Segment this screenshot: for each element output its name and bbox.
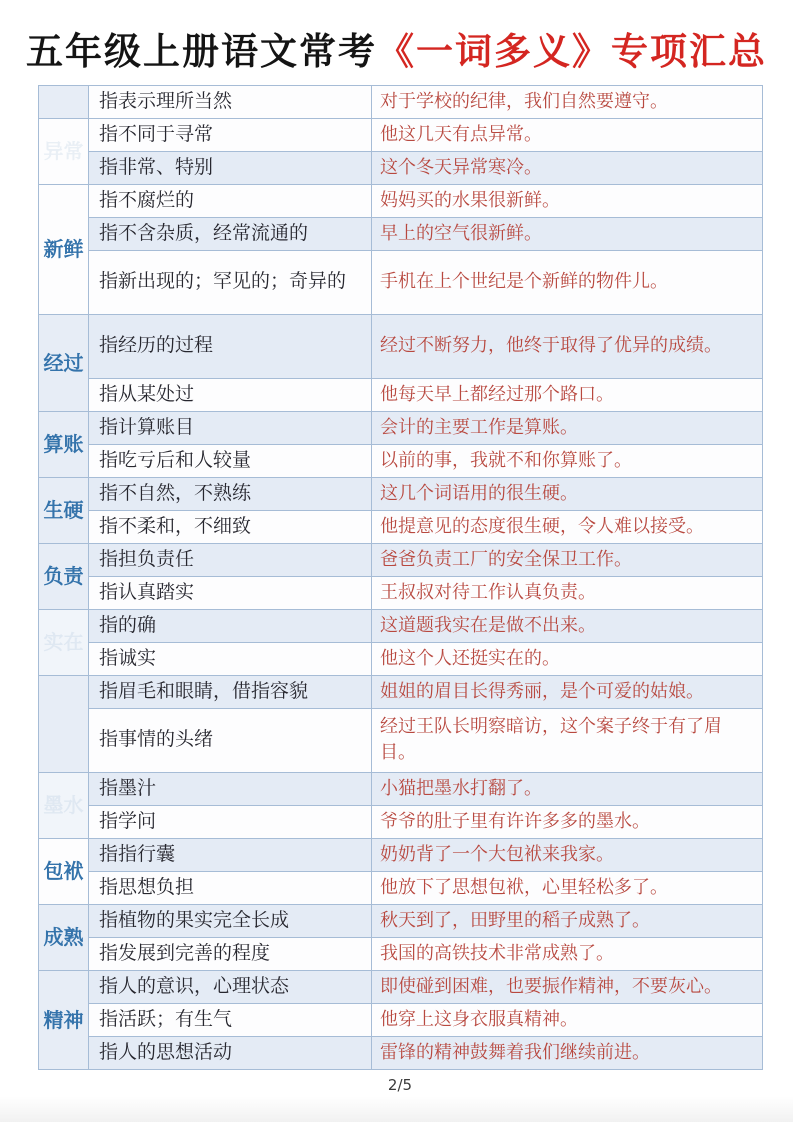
word-cell [39,85,89,118]
sentence-cell: 经过不断努力，他终于取得了优异的成绩。 [372,314,763,378]
meaning-cell: 指不腐烂的 [89,184,372,217]
sentence-cell: 这道题我实在是做不出来。 [372,609,763,642]
meaning-cell: 指发展到完善的程度 [89,937,372,970]
page-title [0,0,793,73]
sentence-cell: 早上的空气很新鲜。 [372,217,763,250]
word-cell: 包袱 [39,838,89,904]
meaning-cell: 指思想负担 [89,871,372,904]
meaning-cell: 指不自然，不熟练 [89,477,372,510]
sentence-cell: 对于学校的纪律，我们自然要遵守。 [372,85,763,118]
meaning-cell: 指不含杂质，经常流通的 [89,217,372,250]
polysemy-table [38,85,763,1070]
title-red-bracket-segment: 《一词多义》 [377,29,611,73]
word-cell: 算账 [39,411,89,477]
sentence-cell: 姐姐的眉目长得秀丽，是个可爱的姑娘。 [372,675,763,708]
sentence-cell: 他放下了思想包袱，心里轻松多了。 [372,871,763,904]
meaning-cell: 指新出现的；罕见的；奇异的 [89,250,372,314]
word-cell: 负责 [39,543,89,609]
meaning-cell: 指的确 [89,609,372,642]
word-cell: 生硬 [39,477,89,543]
sentence-cell: 爸爸负责工厂的安全保卫工作。 [372,543,763,576]
meaning-cell: 指吃亏后和人较量 [89,444,372,477]
title-black-segment: 五年级上册语文常考 [26,29,377,73]
meaning-cell: 指不柔和，不细致 [89,510,372,543]
sentence-cell: 他每天早上都经过那个路口。 [372,378,763,411]
meaning-cell: 指植物的果实完全长成 [89,904,372,937]
meaning-cell: 指学问 [89,805,372,838]
meaning-cell: 指事情的头绪 [89,708,372,772]
word-label: 异常 [43,139,84,164]
meaning-cell: 指经历的过程 [89,314,372,378]
word-cell [39,772,89,838]
sentence-cell: 雷锋的精神鼓舞着我们继续前进。 [372,1036,763,1069]
word-label: 实在 [43,630,84,655]
meaning-cell: 指活跃；有生气 [89,1003,372,1036]
sentence-cell: 他这个人还挺实在的。 [372,642,763,675]
page-number: 2/5 [387,1075,413,1094]
title-red-suffix-segment: 专项汇总 [611,29,767,73]
meaning-cell: 指非常、特别 [89,151,372,184]
word-cell: 新鲜 [39,184,89,314]
meaning-cell: 指不同于寻常 [89,118,372,151]
sentence-cell: 妈妈买的水果很新鲜。 [372,184,763,217]
sentence-cell: 他穿上这身衣服真精神。 [372,1003,763,1036]
sentence-cell: 这个冬天异常寒冷。 [372,151,763,184]
meaning-cell: 指从某处过 [89,378,372,411]
meaning-cell: 指指行囊 [89,838,372,871]
meaning-cell: 指表示理所当然 [89,85,372,118]
word-cell: 经过 [39,314,89,411]
sentence-cell: 王叔叔对待工作认真负责。 [372,576,763,609]
word-cell: 成熟 [39,904,89,970]
meaning-cell: 指认真踏实 [89,576,372,609]
sentence-cell: 奶奶背了一个大包袱来我家。 [372,838,763,871]
sentence-cell: 即使碰到困难，也要振作精神，不要灰心。 [372,970,763,1003]
word-cell: 精神 [39,970,89,1069]
word-label: 墨水 [43,793,84,818]
meaning-cell: 指人的思想活动 [89,1036,372,1069]
sentence-cell: 爷爷的肚子里有许许多多的墨水。 [372,805,763,838]
word-cell [39,118,89,184]
sentence-cell: 经过王队长明察暗访，这个案子终于有了眉目。 [372,708,763,772]
sentence-cell: 小猫把墨水打翻了。 [372,772,763,805]
meaning-cell: 指眉毛和眼睛，借指容貌 [89,675,372,708]
sentence-cell: 我国的高铁技术非常成熟了。 [372,937,763,970]
meaning-cell: 指计算账目 [89,411,372,444]
sentence-cell: 他这几天有点异常。 [372,118,763,151]
meaning-cell: 指人的意识，心理状态 [89,970,372,1003]
word-cell [39,675,89,772]
sentence-cell: 秋天到了，田野里的稻子成熟了。 [372,904,763,937]
sentence-cell: 手机在上个世纪是个新鲜的物件儿。 [372,250,763,314]
meaning-cell: 指担负责任 [89,543,372,576]
meaning-cell: 指诚实 [89,642,372,675]
sentence-cell: 他提意见的态度很生硬，令人难以接受。 [372,510,763,543]
sentence-cell: 会计的主要工作是算账。 [372,411,763,444]
meaning-cell: 指墨汁 [89,772,372,805]
word-cell [39,609,89,675]
sentence-cell: 这几个词语用的很生硬。 [372,477,763,510]
sentence-cell: 以前的事，我就不和你算账了。 [372,444,763,477]
